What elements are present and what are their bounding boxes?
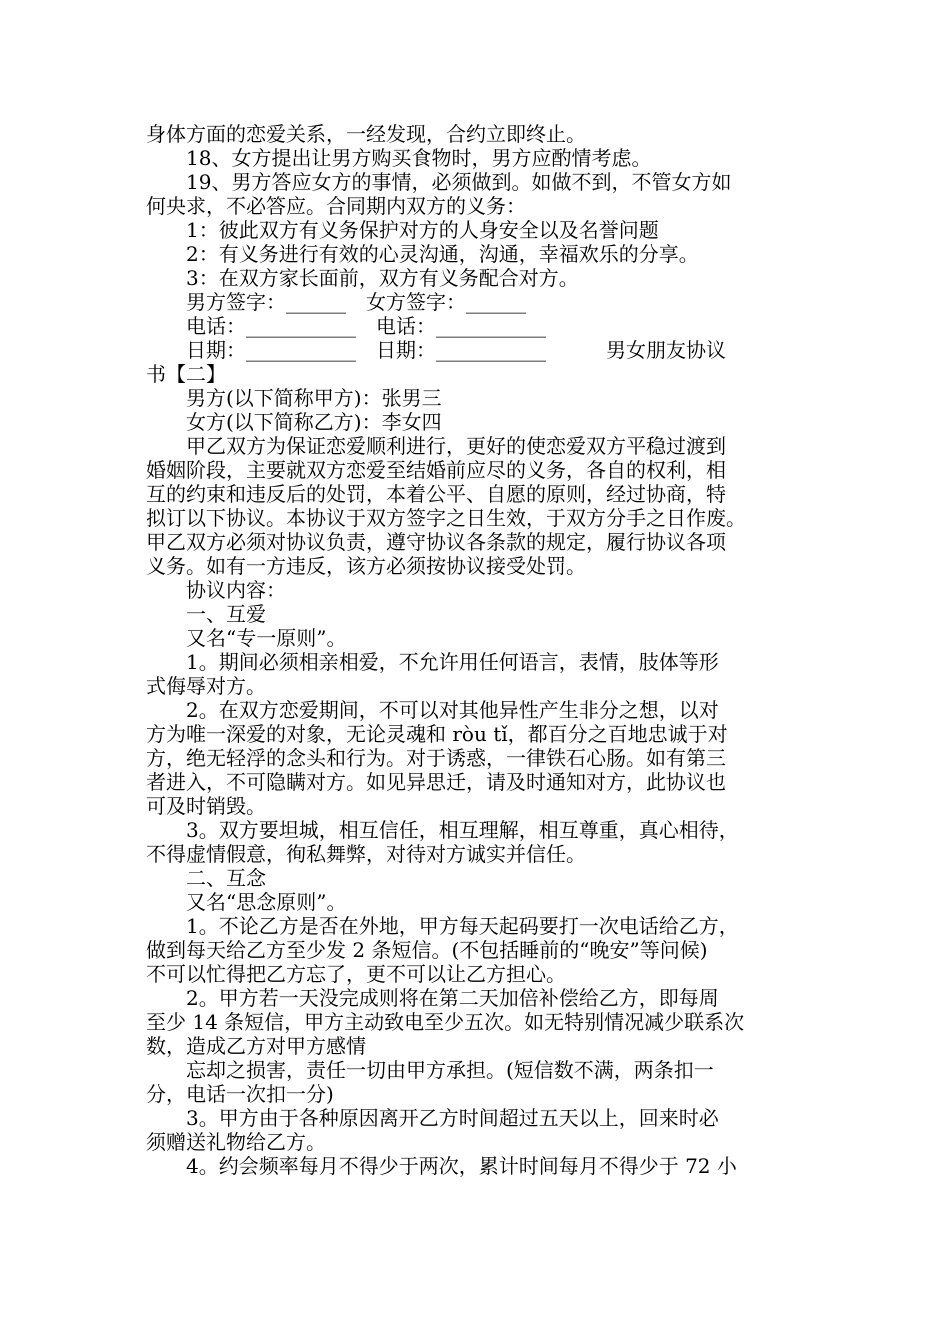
text-line: 1。不论乙方是否在外地，甲方每天起码要打一次电话给乙方，	[146, 914, 739, 938]
section-title: 书【二】	[146, 362, 226, 386]
text-line: 可及时销毁。	[146, 794, 266, 818]
text-line: 方为唯一深爱的对象，无论灵魂和 ròu tǐ，都百分之百地忠诚于对	[146, 722, 728, 746]
text-line: 拟订以下协议。本协议于双方签字之日生效，于双方分手之日作废。	[146, 506, 746, 530]
section-heading: 二、互念	[146, 866, 266, 890]
text-line: 数，造成乙方对甲方感情	[146, 1034, 366, 1058]
text-line: 者进入，不可隐瞒对方。如见异思迁，请及时通知对方，此协议也	[146, 770, 726, 794]
text-line: 又名“思念原则”。	[146, 890, 347, 914]
text-line: 甲乙双方必须对协议负责，遵守协议各条款的规定，履行协议各项	[146, 530, 726, 554]
phone-line: 电话：___________ 电话：___________	[146, 314, 546, 338]
section-heading: 一、互爱	[146, 602, 266, 626]
text-line: 协议内容：	[146, 578, 286, 602]
text-line: 2。甲方若一天没完成则将在第二天加倍补偿给乙方，即每周	[146, 986, 719, 1010]
text-line: 4。约会频率每月不得少于两次，累计时间每月不得少于 72 小	[146, 1154, 737, 1178]
text-line: 何央求，不必答应。合同期内双方的义务：	[146, 194, 526, 218]
text-line: 又名“专一原则”。	[146, 626, 347, 650]
text-line: 男方(以下简称甲方)：张男三	[146, 386, 442, 410]
text-line: 式侮辱对方。	[146, 674, 266, 698]
text-line: 至少 14 条短信，甲方主动致电至少五次。如无特别情况减少联系次	[146, 1010, 745, 1034]
text-line: 婚姻阶段，主要就双方恋爱至结婚前应尽的义务，各自的权利，相	[146, 458, 726, 482]
text-line: 身体方面的恋爱关系，一经发现，合约立即终止。	[146, 122, 586, 146]
date-line: 日期：___________ 日期：___________ 男女朋友协议	[146, 338, 726, 362]
text-line: 须赠送礼物给乙方。	[146, 1130, 326, 1154]
text-line: 不可以忙得把乙方忘了，更不可以让乙方担心。	[146, 962, 566, 986]
text-line: 19、男方答应女方的事情，必须做到。如做不到，不管女方如	[146, 170, 732, 194]
text-line: 做到每天给乙方至少发 2 条短信。(不包括睡前的“晚安”等问候)	[146, 938, 708, 962]
text-line: 不得虚情假意，徇私舞弊，对待对方诚实并信任。	[146, 842, 586, 866]
text-line: 甲乙双方为保证恋爱顺利进行，更好的使恋爱双方平稳过渡到	[146, 434, 726, 458]
text-line: 1：彼此双方有义务保护对方的人身安全以及名誉问题	[146, 218, 659, 242]
text-line: 3。双方要坦城，相互信任，相互理解，相互尊重，真心相待，	[146, 818, 739, 842]
text-line: 3。甲方由于各种原因离开乙方时间超过五天以上，回来时必	[146, 1106, 719, 1130]
text-line: 1。期间必须相亲相爱，不允许用任何语言，表情，肢体等形	[146, 650, 719, 674]
text-line: 2：有义务进行有效的心灵沟通，沟通，幸福欢乐的分享。	[146, 242, 699, 266]
signature-line: 男方签字：______ 女方签字：______	[146, 290, 526, 314]
text-line: 方，绝无轻浮的念头和行为。对于诱惑，一律铁石心肠。如有第三	[146, 746, 726, 770]
text-line: 2。在双方恋爱期间，不可以对其他异性产生非分之想，以对	[146, 698, 719, 722]
text-line: 分，电话一次扣一分)	[146, 1082, 334, 1106]
text-line: 义务。如有一方违反，该方必须按协议接受处罚。	[146, 554, 586, 578]
text-line: 18、女方提出让男方购买食物时，男方应酌情考虑。	[146, 146, 652, 170]
document-page	[146, 122, 814, 1178]
text-line: 3：在双方家长面前，双方有义务配合对方。	[146, 266, 579, 290]
text-line: 女方(以下简称乙方)：李女四	[146, 410, 442, 434]
text-line: 忘却之损害，责任一切由甲方承担。(短信数不满，两条扣一	[146, 1058, 714, 1082]
text-line: 互的约束和违反后的处罚，本着公平、自愿的原则，经过协商，特	[146, 482, 726, 506]
